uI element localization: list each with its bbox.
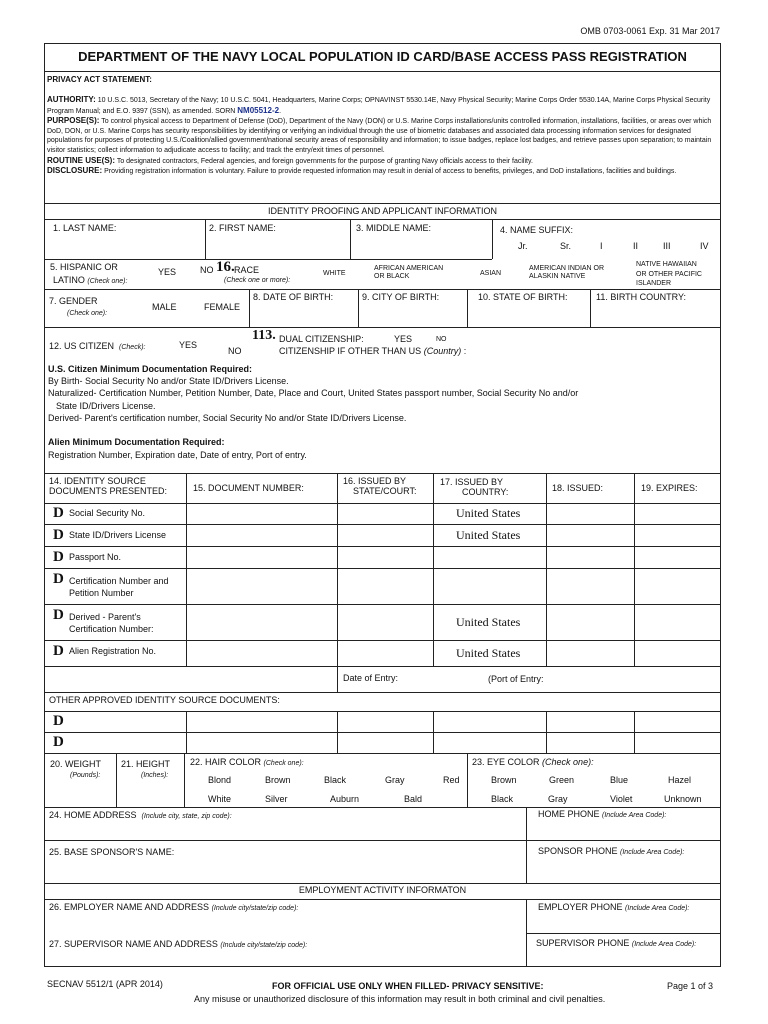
col-identity-source: 14. IDENTITY SOURCE DOCUMENTS PRESENTED: — [49, 476, 168, 497]
form-id: SECNAV 5512/1 (APR 2014) — [47, 979, 163, 989]
employer-phone-label: EMPLOYER PHONE (Include Area Code): — [538, 902, 690, 912]
height-label: 21. HEIGHT — [121, 759, 171, 769]
us-citizen-no-option[interactable]: NO — [228, 346, 242, 356]
birth-country-label: 11. BIRTH COUNTRY: — [596, 292, 687, 302]
alien-doc-heading: Alien Minimum Documentation Required: — [48, 437, 225, 447]
race-american-indian-option[interactable]: AMERICAN INDIAN OR ALASKIN NATIVE — [529, 265, 605, 281]
col-document-number: 15. DOCUMENT NUMBER: — [193, 483, 304, 493]
suffix-ii[interactable]: II — [633, 241, 639, 251]
hair-option[interactable]: Auburn — [330, 794, 360, 804]
race-asian-option[interactable]: ASIAN — [480, 270, 502, 277]
race-hint: (Check one or more): — [224, 277, 291, 284]
privacy-heading: PRIVACY ACT STATEMENT: — [47, 75, 152, 84]
hair-option[interactable]: Brown — [265, 775, 291, 785]
checkbox[interactable]: D — [53, 549, 64, 565]
doc-label: Passport No. — [69, 552, 122, 562]
doc-country: United States — [456, 646, 521, 660]
gender-hint: (Check one): — [67, 310, 108, 317]
section-identity-heading: IDENTITY PROOFING AND APPLICANT INFORMATION — [267, 206, 498, 216]
us-citizen-yes-option[interactable]: YES — [179, 340, 198, 350]
doc-row-passport — [53, 548, 122, 566]
race-number: 16. — [216, 259, 235, 275]
sponsor-name-label: 25. BASE SPONSOR'S NAME: — [49, 847, 175, 857]
citizenship-other-label: CITIZENSHIP IF OTHER THAN US (Country) : — [279, 346, 467, 356]
eye-option[interactable]: Green — [549, 775, 575, 785]
us-doc-line-4: Derived- Parent's certification number, Social Security No and/or State ID/Drivers License. — [48, 413, 407, 423]
port-of-entry-label: (Port of Entry: — [488, 674, 544, 684]
first-name-label: 2. FIRST NAME: — [209, 223, 276, 233]
doc-label: Derived - Parent's Certification Number: — [69, 612, 154, 634]
alien-doc-line: Registration Number, Expiration date, Date of entry, Port of entry. — [48, 450, 307, 460]
col-issued: 18. ISSUED: — [552, 483, 604, 493]
checkbox[interactable]: D — [53, 571, 64, 587]
doc-row-derived — [53, 606, 154, 634]
doc-country: United States — [456, 528, 521, 542]
doc-country: United States — [456, 506, 521, 520]
hispanic-no-option[interactable]: NO — [200, 265, 214, 275]
gender-label: 7. GENDER — [49, 296, 98, 306]
col-expires: 19. EXPIRES: — [641, 483, 698, 493]
eye-option[interactable]: Black — [491, 794, 514, 804]
hair-option[interactable]: Black — [324, 775, 347, 785]
latino-label: LATINO (Check one): — [53, 275, 128, 285]
page-number: Page 1 of 3 — [666, 981, 713, 991]
eye-option[interactable]: Gray — [548, 794, 568, 804]
us-doc-heading: U.S. Citizen Minimum Documentation Required: — [48, 364, 253, 374]
doc-label: Alien Registration No. — [69, 646, 157, 656]
hair-color-label: 22. HAIR COLOR (Check one): — [190, 757, 304, 767]
privacy-statement: AUTHORITY: 10 U.S.C. 5013, Secretary of the Navy; 10 U.S.C. 5041, Headquarters, Marine Corps; OPNAVINST 5530.14E, Navy Physical Security; Marine Corps Order 5530.14A, Marine Corps Physical Security Program Manual; and E.O. 9397 (SSN), as amended. SORN NM05512-2. PURPOSE(S): To control physical access to Department of Defense (DoD), Department of the Navy (DON) or U.S. Marine Corps installations/units controlled information, installations, facilities, or areas over which DoD, DON, or U.S. Marine Corps has security responsibilities by identifying or verifying an individual through the use of biometric databases and associated data processing information services for designated populations for purposes of protecting U.S./Coalition/allied government/national security areas of responsibility and information; to issue badges, replace lost badges, and retrieve passes upon separation; to maintain visitor statistics; collect information to adjudicate access to facility; and track the entry/exit times of personnel. ROUTINE USE(S): To designated contractors, Federal agencies, and foreign governments for the purpose of granting Navy officials access to their facility. DISCLOSURE: Providing registration information is voluntary. Failure to provide requested information may result in denial of access to benefits, privileges, and DoD installations, facilities and buildings. — [47, 95, 712, 176]
suffix-iii[interactable]: III — [663, 241, 671, 251]
race-label: RACE — [234, 265, 260, 275]
hispanic-label: 5. HISPANIC OR — [50, 262, 118, 272]
date-of-entry-label: Date of Entry: — [343, 673, 399, 683]
hair-option[interactable]: Red — [443, 775, 460, 785]
form-frame — [44, 43, 721, 967]
us-doc-line-2: Naturalized- Certification Number, Petition Number, Date, Place and Court, United States passport number, Social Security No and/or — [48, 388, 579, 398]
checkbox[interactable]: D — [53, 643, 64, 659]
city-of-birth-label: 9. CITY OF BIRTH: — [362, 292, 440, 302]
doc-label: Certification Number and Petition Number — [69, 576, 169, 598]
other-doc-checkbox-2[interactable]: D — [53, 734, 64, 750]
form-title: DEPARTMENT OF THE NAVY LOCAL POPULATION ID CARD/BASE ACCESS PASS REGISTRATION — [78, 49, 687, 64]
race-pacific-islander-option[interactable]: NATIVE HAWAIIAN OR OTHER PACIFIC ISLANDER — [636, 261, 702, 287]
eye-option[interactable]: Blue — [610, 775, 629, 785]
doc-row-state-id — [53, 526, 167, 544]
doc-label: Social Security No. — [69, 508, 146, 518]
middle-name-label: 3. MIDDLE NAME: — [356, 223, 432, 233]
name-suffix-label: 4. NAME SUFFIX: — [500, 225, 574, 235]
doc-label: State ID/Drivers License — [69, 530, 167, 540]
us-citizen-label: 12. US CITIZEN (Check): — [49, 341, 146, 351]
eye-option[interactable]: Violet — [610, 794, 633, 804]
col-issued-by-country: 17. ISSUED BY COUNTRY: — [440, 477, 509, 498]
weight-hint: (Pounds): — [70, 772, 101, 779]
race-african-american-option[interactable]: AFRICAN AMERICAN OR BLACK — [374, 265, 444, 281]
gender-female-option[interactable]: FEMALE — [204, 302, 241, 312]
suffix-sr[interactable]: Sr. — [560, 241, 572, 251]
employer-label: 26. EMPLOYER NAME AND ADDRESS (Include city/state/zip code): — [49, 902, 299, 912]
dual-citizenship-yes-option[interactable]: YES — [394, 334, 413, 344]
us-doc-line-3: State ID/Drivers License. — [56, 401, 156, 411]
gender-male-option[interactable]: MALE — [152, 302, 177, 312]
other-docs-label: OTHER APPROVED IDENTITY SOURCE DOCUMENTS: — [49, 695, 280, 705]
eye-option[interactable]: Hazel — [668, 775, 692, 785]
date-of-birth-label: 8. DATE OF BIRTH: — [253, 292, 334, 302]
checkbox[interactable]: D — [53, 527, 64, 543]
doc-row-certification — [53, 570, 169, 598]
height-hint: (Inches): — [141, 772, 169, 779]
eye-color-label: 23. EYE COLOR (Check one): — [472, 757, 594, 767]
suffix-iv[interactable]: IV — [700, 241, 709, 251]
dual-citizenship-label: DUAL CITIZENSHIP: — [279, 334, 364, 344]
checkbox[interactable]: D — [53, 505, 64, 521]
last-name-label: 1. LAST NAME: — [53, 223, 117, 233]
suffix-jr[interactable]: Jr. — [518, 241, 528, 251]
supervisor-label: 27. SUPERVISOR NAME AND ADDRESS (Include city/state/zip code): — [49, 939, 308, 949]
state-of-birth-label: 10. STATE OF BIRTH: — [478, 292, 568, 302]
hispanic-yes-option[interactable]: YES — [158, 267, 177, 277]
hair-option[interactable]: Gray — [385, 775, 405, 785]
race-white-option[interactable]: WHITE — [323, 270, 346, 277]
misuse-warning: Any misuse or unauthorized disclosure of this information may result in both criminal and civil penalties. — [194, 994, 606, 1004]
supervisor-phone-label: SUPERVISOR PHONE (Include Area Code): — [536, 938, 697, 948]
omb-number: OMB 0703-0061 Exp. 31 Mar 2017 — [580, 26, 720, 36]
employment-heading: EMPLOYMENT ACTIVITY INFORMATON — [298, 885, 467, 895]
hair-option[interactable]: Bald — [404, 794, 423, 804]
doc-row-social-security — [53, 504, 146, 522]
dual-citizenship-number: 113. — [252, 328, 276, 343]
hair-option[interactable]: White — [208, 794, 232, 804]
weight-label: 20. WEIGHT — [50, 759, 102, 769]
us-doc-line-1: By Birth- Social Security No and/or State ID/Drivers License. — [48, 376, 289, 386]
hair-option[interactable]: Silver — [265, 794, 288, 804]
col-issued-by-state: 16. ISSUED BY STATE/COURT: — [343, 476, 417, 497]
home-address-label: 24. HOME ADDRESS (Include city, state, zip code): — [49, 810, 232, 820]
doc-country: United States — [456, 615, 521, 629]
hair-option[interactable]: Blond — [208, 775, 232, 785]
checkbox[interactable]: D — [53, 607, 64, 623]
fouo-notice: FOR OFFICIAL USE ONLY WHEN FILLED- PRIVACY SENSITIVE: — [272, 981, 544, 991]
dual-citizenship-no-option[interactable]: NO — [436, 336, 447, 343]
suffix-i[interactable]: I — [600, 241, 603, 251]
other-doc-checkbox-1[interactable]: D — [53, 713, 64, 729]
eye-option[interactable]: Unknown — [664, 794, 702, 804]
doc-row-alien-registration — [53, 642, 157, 660]
home-phone-label: HOME PHONE (Include Area Code): — [538, 809, 667, 819]
eye-option[interactable]: Brown — [491, 775, 517, 785]
sponsor-phone-label: SPONSOR PHONE (Include Area Code): — [538, 846, 685, 856]
